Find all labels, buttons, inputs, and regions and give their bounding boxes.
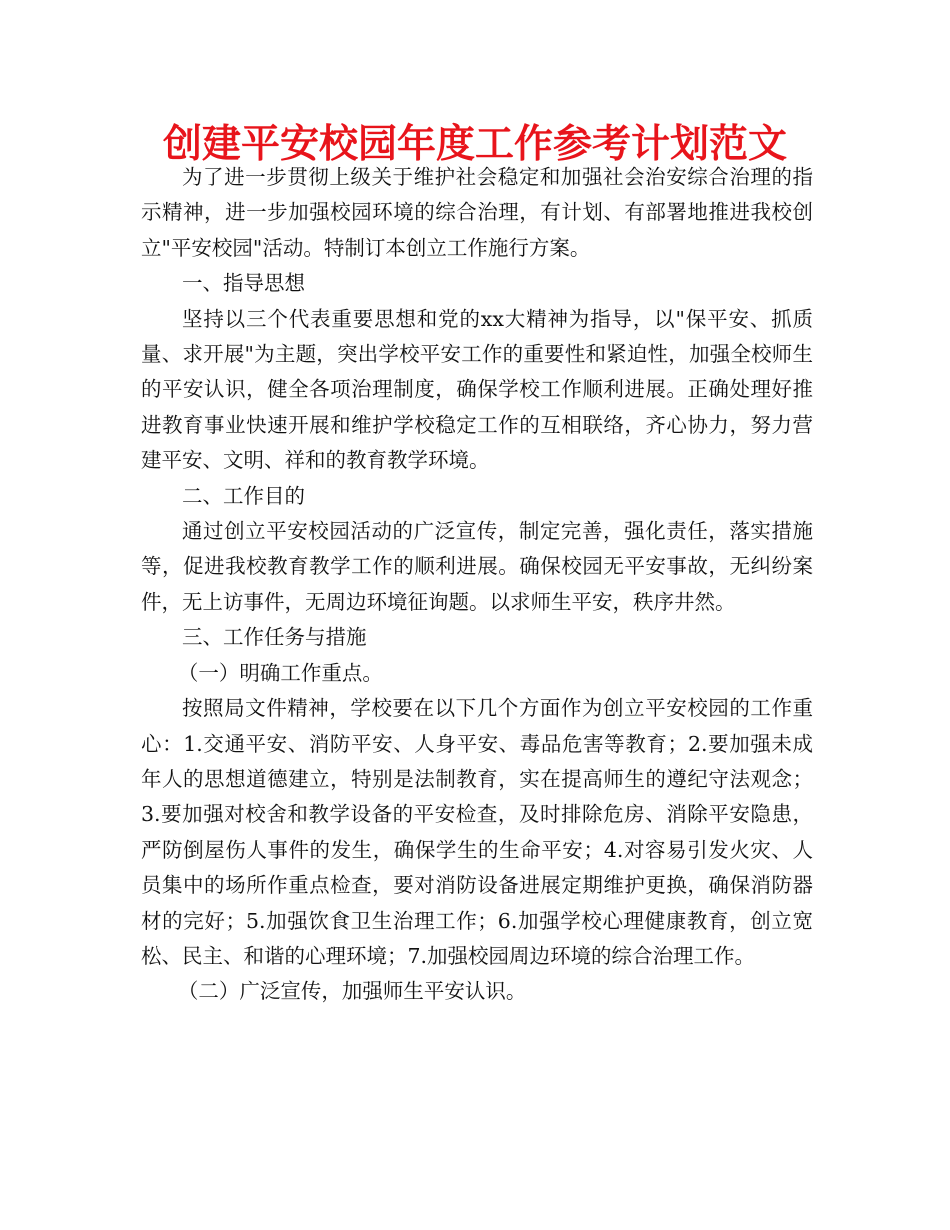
body-paragraph: 坚持以三个代表重要思想和党的xx大精神为指导，以"保平安、抓质量、求开展"为主题，突出学校平安工作的重要性和紧迫性，加强全校师生的平安认识，健全各项治理制度，确保学校工作顺利进展。正确处理好推进教育事业快速开展和维护学校稳定工作的互相联络，齐心协力，努力营建平安、文明、祥和的教育教学环境。: [141, 306, 813, 473]
body-paragraph: 按照局文件精神，学校要在以下几个方面作为创立平安校园的工作重心：1.交通平安、消防平安、人身平安、毒品危害等教育；2.要加强未成年人的思想道德建立，特别是法制教育，实在提高师生的遵纪守法观念；3.要加强对校舍和教学设备的平安检查，及时排除危房、消除平安隐患，严防倒屋伤人事件的发生，确保学生的生命平安；4.对容易引发火灾、人员集中的场所作重点检查，要对消防设备进展定期维护更换，确保消防器材的完好；5.加强饮食卫生治理工作；6.加强学校心理健康教育，创立宽松、民主、和谐的心理环境；7.加强校园周边环境的综合治理工作。: [141, 696, 813, 968]
document-title: 创建平安校园年度工作参考计划范文: [162, 122, 787, 167]
section-heading-work-goals: 二、工作目的: [182, 483, 305, 508]
section-heading-tasks-measures: 三、工作任务与措施: [182, 625, 367, 650]
subsection-heading-publicity: （二）广泛宣传，加强师生平安认识。: [177, 979, 527, 1004]
section-heading-guiding-ideology: 一、指导思想: [182, 271, 305, 296]
subsection-heading-work-focus: （一）明确工作重点。: [177, 660, 383, 685]
body-paragraph: 通过创立平安校园活动的广泛宣传，制定完善，强化责任，落实措施等，促进我校教育教学工作的顺利进展。确保校园无平安事故，无纠纷案件，无上访事件，无周边环境征询题。以求师生平安，秩序井然。: [141, 519, 813, 614]
intro-paragraph: 为了进一步贯彻上级关于维护社会稳定和加强社会治安综合治理的指示精神，进一步加强校园环境的综合治理，有计划、有部署地推进我校创立"平安校园"活动。特制订本创立工作施行方案。: [141, 165, 813, 260]
document-body: [141, 160, 813, 1010]
